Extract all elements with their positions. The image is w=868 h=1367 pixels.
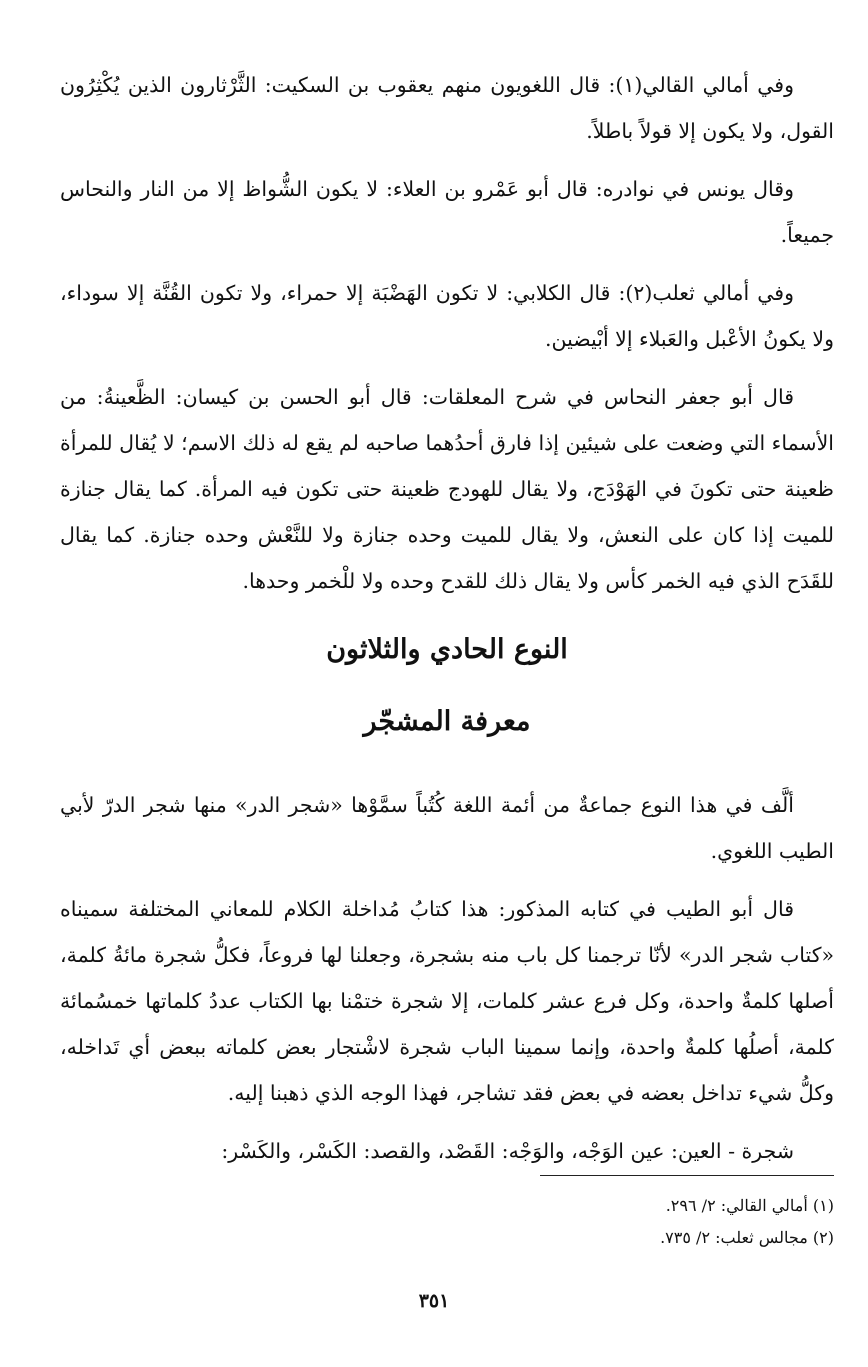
paragraph-abu-tayyib-quote: قال أبو الطيب في كتابه المذكور: هذا كتابُ مُداخلة الكلام للمعاني المختلفة سميناه «كتاب شجر الدر» لأنّا ترجمنا كل باب منه بشجرة، وجعلنا لها فروعاً، فكلُّ شجرة مائةُ كلمة، أصلها كلمةٌ واحدة، وكل فرع عشر كلمات، إلا شجرة ختمْنا بها الكتاب عددُ كلماتها خمسُمائة كلمة، أصلُها كلمةٌ واحدة، وإنما سمينا الباب شجرة لاشْتجار بعض كلماته ببعض أي تَداخله، وكلُّ شيء تداخل بعضه في بعض فقد تشاجر، فهذا الوجه الذي ذهبنا إليه. [60, 897, 834, 1105]
section-heading: النوع الحادي والثلاثون [326, 634, 568, 665]
paragraph-amali-thalab: وفي أمالي ثعلب(٢): قال الكلابي: لا تكون الهَضْبَة إلا حمراء، ولا تكون القُنَّة إلا سوداء، ولا يكونُ الأعْبل والعَبلاء إلا أبْيضين. [60, 281, 834, 351]
paragraph-amali-qali: وفي أمالي القالي(١): قال اللغويون منهم يعقوب بن السكيت: الثَّرْثارون الذين يُكْثِرُون القول، ولا يكون إلا قولاً باطلاً. [60, 73, 834, 143]
paragraph-shajar-durr-intro: ألَّف في هذا النوع جماعةٌ من أئمة اللغة كُتُباً سمَّوْها «شجر الدر» منها شجر الدرّ لأبي الطيب اللغوي. [60, 793, 834, 863]
footnote-1: (١) أمالي القالي: ٢/ ٢٩٦. [665, 1196, 834, 1215]
footnote-2: (٢) مجالس ثعلب: ٢/ ٧٣٥. [660, 1228, 834, 1247]
footnote-divider [540, 1175, 834, 1176]
footnotes [334, 1190, 834, 1254]
page-body [60, 62, 834, 1186]
page-number: ٣٥١ [418, 1290, 450, 1312]
paragraph-yunus-nawadir: وقال يونس في نوادره: قال أبو عَمْرو بن العلاء: لا يكون الشُّواظ إلا من النار والنحاس جميعاً. [60, 177, 834, 247]
paragraph-shajara-ayn: شجرة - العين: عين الوَجْه، والوَجْه: القَصْد، والقصد: الكَسْر، والكَسْر: [221, 1139, 794, 1163]
paragraph-nahhas-muallaqat: قال أبو جعفر النحاس في شرح المعلقات: قال أبو الحسن بن كيسان: الظَّعينةُ: من الأسماء التي وضعت على شيئين إذا فارق أحدُهما صاحبه لم يقع له ذلك الاسم؛ لا يُقال للمرأة ظعينة حتى تكونَ في الهَوْدَج، ولا يقال للهودج ظعينة حتى تكون فيه المرأة. كما يقال جنازة للميت إذا كان على النعش، ولا يقال للميت وحده جنازة ولا للنَّعْش وحده جنازة. كما يقال للقَدَح الذي فيه الخمر كأس ولا يقال ذلك للقدح وحده ولا للْخمر وحدها. [60, 385, 834, 593]
section-subheading: معرفة المشجّر [363, 706, 531, 737]
